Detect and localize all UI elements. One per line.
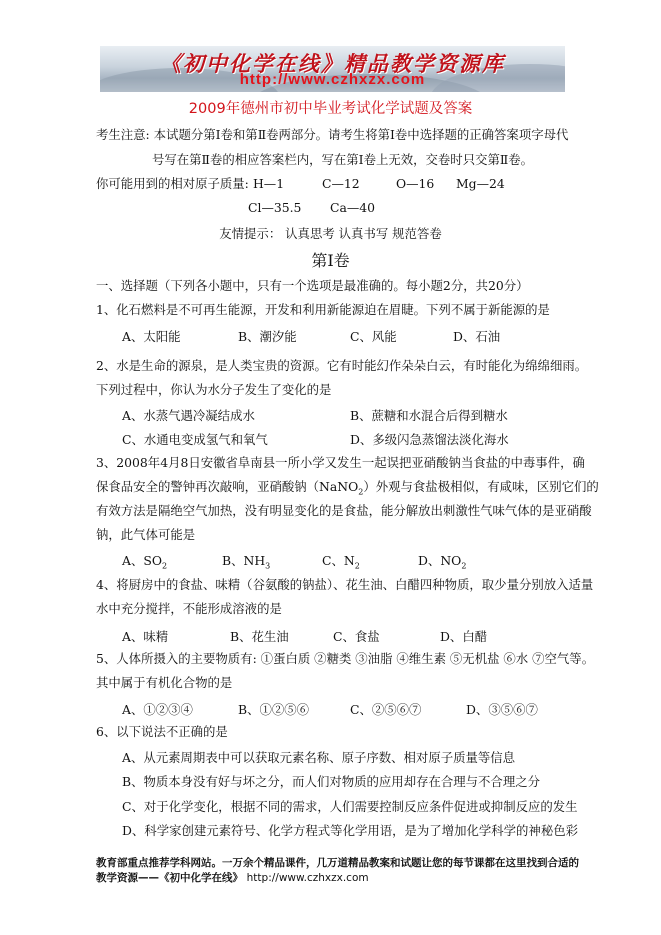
atomic-mass-c: C—12 <box>322 176 360 191</box>
footer-line-1: 教育部重点推荐学科网站。一万余个精品课件，几万道精品教案和试题让您的每节课都在这里找到合适的 <box>96 857 579 869</box>
question-5-option-d: D、③⑤⑥⑦ <box>466 702 538 717</box>
question-3-stem-3: 有效方法是隔绝空气加热，没有明显变化的是食盐，能分解放出刺激性气味气体的是亚硝酸 <box>96 503 592 518</box>
question-2-option-b: B、蔗糖和水混合后得到糖水 <box>350 408 508 423</box>
banner-title: 《初中化学在线》精品教学资源库 <box>160 51 505 76</box>
section-heading: 一、选择题（下列各小题中，只有一个选项是最准确的。每小题2分，共20分） <box>96 278 529 293</box>
question-5-stem-2: 其中属于有机化合物的是 <box>96 675 233 690</box>
question-2-option-a: A、水蒸气遇冷凝结成水 <box>122 408 255 423</box>
question-5-stem-1: 5、人体所摄入的主要物质有: ①蛋白质 ②糖类 ③油脂 ④维生素 ⑤无机盐 ⑥水 ⑦空气等。 <box>96 651 595 666</box>
question-3-subscript: 2 <box>358 487 364 497</box>
question-3-option-c-sub: 2 <box>354 561 360 571</box>
question-3-option-a-sub: 2 <box>162 561 168 571</box>
question-5-option-c: C、②⑤⑥⑦ <box>350 702 422 717</box>
question-6-stem: 6、以下说法不正确的是 <box>96 724 228 739</box>
header-banner <box>100 46 565 92</box>
question-4-option-c: C、食盐 <box>333 629 380 644</box>
question-6-option-c: C、对于化学变化，根据不同的需求，人们需要控制反应条件促进或抑制反应的发生 <box>122 799 578 814</box>
question-3-option-c <box>322 551 360 570</box>
question-5-option-b: B、①②⑤⑥ <box>238 702 310 717</box>
footer-url-link[interactable]: http://www.czhxzx.com <box>246 872 369 884</box>
question-4-option-a: A、味精 <box>122 629 169 644</box>
question-6-option-b: B、物质本身没有好与坏之分，而人们对物质的应用却存在合理与不合理之分 <box>122 774 540 789</box>
atomic-mass-h: H—1 <box>253 176 285 191</box>
notice-line-1: 考生注意: 本试题分第Ⅰ卷和第Ⅱ卷两部分。请考生将第Ⅰ卷中选择题的正确答案项字母代 <box>96 127 569 142</box>
question-3-stem-4: 钠，此气体可能是 <box>96 527 196 542</box>
question-4-stem-1: 4、将厨房中的食盐、味精（谷氨酸的钠盐）、花生油、白醋四种物质，取少量分别放入适量 <box>96 577 594 592</box>
question-3-stem-1: 3、2008年4月8日安徽省阜南县一所小学又发生一起误把亚硝酸钠当食盐的中毒事件，确 <box>96 455 585 470</box>
friendly-tip: 友情提示： 认真思考 认真书写 规范答卷 <box>219 226 442 241</box>
question-6-option-d: D、科学家创建元素符号、化学方程式等化学用语，是为了增加化学科学的神秘色彩 <box>122 823 578 838</box>
question-3-option-a <box>122 551 167 570</box>
question-3-option-c-text: C、N <box>322 553 355 568</box>
question-3-option-b-text: B、NH <box>222 553 266 568</box>
question-3-stem-2-text: 保食品安全的警钟再次敲响，亚硝酸钠（NaNO <box>96 479 359 494</box>
question-2-option-c: C、水通电变成氢气和氧气 <box>122 432 268 447</box>
atomic-mass-o: O—16 <box>396 176 435 191</box>
banner-url-link[interactable]: http://www.czhxzx.com <box>239 71 426 88</box>
question-1-option-b: B、潮汐能 <box>238 329 297 344</box>
question-3-option-d-sub: 2 <box>461 561 467 571</box>
question-4-stem-2: 水中充分搅拌，不能形成溶液的是 <box>96 601 282 616</box>
question-3-option-d-text: D、NO <box>418 553 462 568</box>
question-2-stem-2: 下列过程中，你认为水分子发生了变化的是 <box>96 382 332 397</box>
atomic-mass-label: 你可能用到的相对原子质量: <box>96 176 249 191</box>
question-3-option-b-sub: 3 <box>265 561 271 571</box>
footer-line-2 <box>96 870 369 885</box>
question-5-option-a: A、①②③④ <box>122 702 193 717</box>
question-3-stem-2 <box>96 479 599 500</box>
question-3-option-b <box>222 551 270 570</box>
question-2-option-d: D、多级闪急蒸馏法淡化海水 <box>350 432 509 447</box>
question-1-option-d: D、石油 <box>453 329 501 344</box>
question-2-stem-1: 2、水是生命的源泉，是人类宝贵的资源。它有时能幻作朵朵白云，有时能化为绵绵细雨。 <box>96 358 588 373</box>
volume-title: 第Ⅰ卷 <box>311 251 350 270</box>
atomic-mass-cl: Cl—35.5 <box>248 200 302 215</box>
atomic-mass-ca: Ca—40 <box>330 200 376 215</box>
question-4-option-d: D、白醋 <box>440 629 488 644</box>
question-4-option-b: B、花生油 <box>230 629 289 644</box>
question-6-option-a: A、从元素周期表中可以获取元素名称、原子序数、相对原子质量等信息 <box>122 750 516 765</box>
atomic-mass-mg: Mg—24 <box>456 176 505 191</box>
question-1-option-c: C、风能 <box>350 329 397 344</box>
question-3-option-d <box>418 551 466 570</box>
footer-site-name: 教学资源——《初中化学在线》 <box>96 872 243 884</box>
question-3-option-a-text: A、SO <box>122 553 162 568</box>
question-3-stem-2-rest: ）外观与食盐极相似，有咸味，区别它们的 <box>363 479 599 494</box>
document-title: 2009年德州市初中毕业考试化学试题及答案 <box>188 101 473 117</box>
question-1-option-a: A、太阳能 <box>122 329 181 344</box>
question-1-stem: 1、化石燃料是不可再生能源，开发和利用新能源迫在眉睫。下列不属于新能源的是 <box>96 302 550 317</box>
notice-line-2: 号写在第Ⅱ卷的相应答案栏内，写在第Ⅰ卷上无效，交卷时只交第Ⅱ卷。 <box>152 152 534 167</box>
